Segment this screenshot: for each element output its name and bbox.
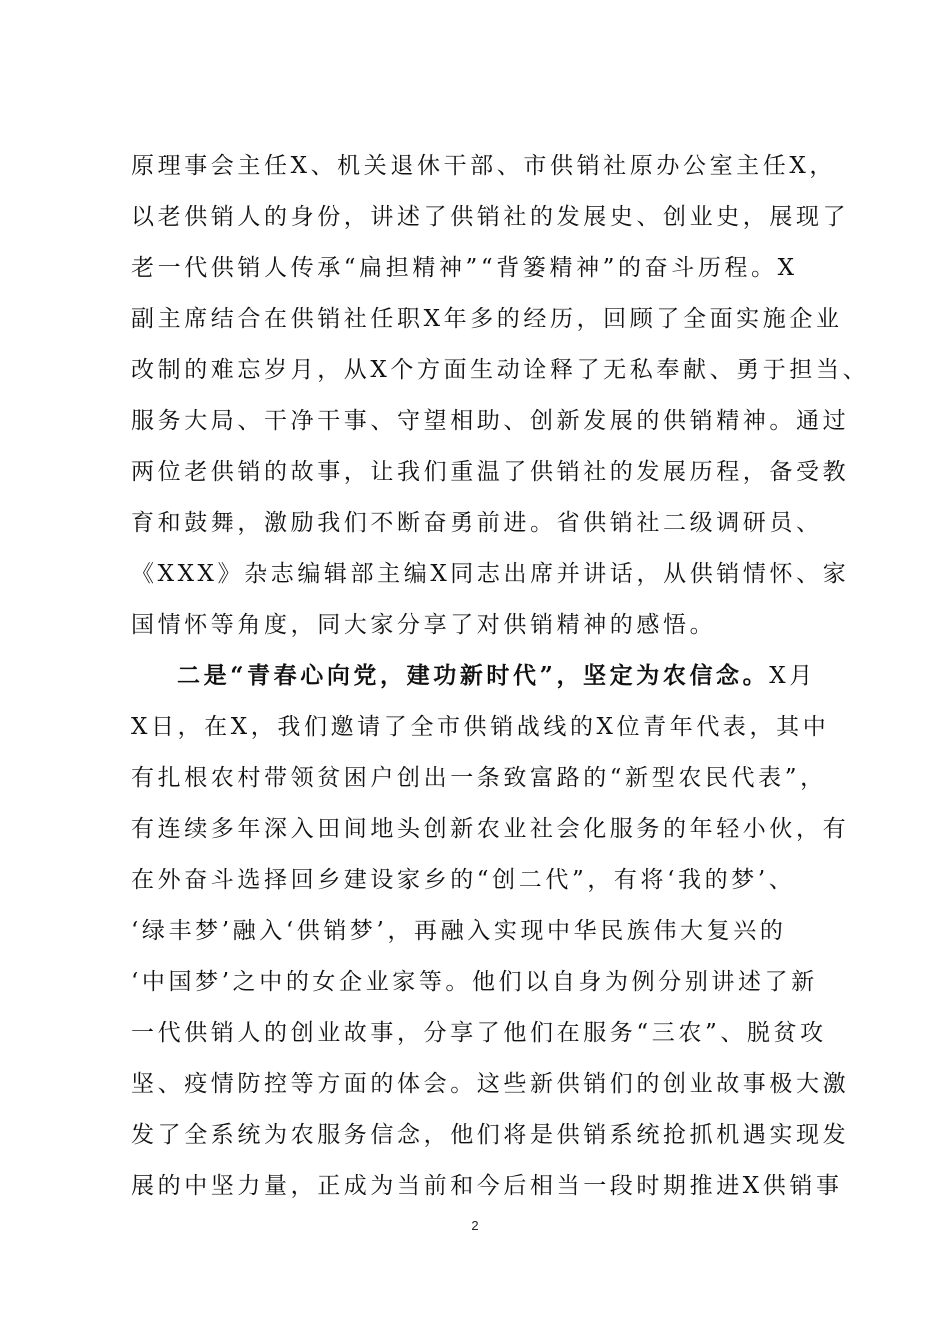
text-line: 发了全系统为农服务信念，他们将是供销系统抢抓机遇实现发	[131, 1122, 850, 1148]
text-line: 一代供销人的创业故事，分享了他们在服务“三农”、脱贫攻	[131, 1020, 827, 1046]
text-line: 服务大局、干净干事、守望相助、创新发展的供销精神。通过	[131, 408, 850, 434]
text-line: 有扎根农村带领贫困户创出一条致富路的“新型农民代表”，	[131, 765, 827, 791]
section-heading-line	[177, 660, 816, 692]
text-line: 国情怀等角度，同大家分享了对供销精神的感悟。	[131, 612, 717, 638]
text-line: 展的中坚力量，正成为当前和今后相当一段时期推进X供销事	[131, 1173, 843, 1199]
page-number: 2	[471, 1218, 479, 1233]
text-line: ‘绿丰梦’融入‘供销梦’，再融入实现中华民族伟大复兴的	[131, 918, 787, 944]
text-line: ‘中国梦’之中的女企业家等。他们以自身为例分别讲述了新	[131, 969, 818, 995]
text-line: X日，在X，我们邀请了全市供销战线的X位青年代表，其中	[131, 714, 830, 740]
section-heading: 二是“青春心向党，建功新时代”，坚定为农信念。	[177, 662, 770, 689]
text-line: 改制的难忘岁月，从X个方面生动诠释了无私奉献、勇于担当、	[131, 357, 870, 383]
text-line: 《XXX》杂志编辑部主编X同志出席并讲话，从供销情怀、家	[131, 561, 850, 587]
text-line: 以老供销人的身份，讲述了供销社的发展史、创业史，展现了	[131, 204, 850, 230]
text-line: 在外奋斗选择回乡建设家乡的“创二代”，有将‘我的梦’、	[131, 867, 796, 893]
text-line: 两位老供销的故事，让我们重温了供销社的发展历程，备受教	[131, 459, 850, 485]
heading-continuation: X月	[769, 663, 816, 689]
text-line: 坚、疫情防控等方面的体会。这些新供销们的创业故事极大激	[131, 1071, 850, 1097]
text-line: 有连续多年深入田间地头创新农业社会化服务的年轻小伙，有	[131, 816, 850, 842]
text-line: 老一代供销人传承“扁担精神”“背篓精神”的奋斗历程。X	[131, 255, 798, 281]
text-line: 育和鼓舞，激励我们不断奋勇前进。省供销社二级调研员、	[131, 510, 823, 536]
text-line: 原理事会主任X、机关退休干部、市供销社原办公室主任X，	[131, 153, 836, 179]
text-line: 副主席结合在供销社任职X年多的经历，回顾了全面实施企业	[131, 306, 843, 332]
